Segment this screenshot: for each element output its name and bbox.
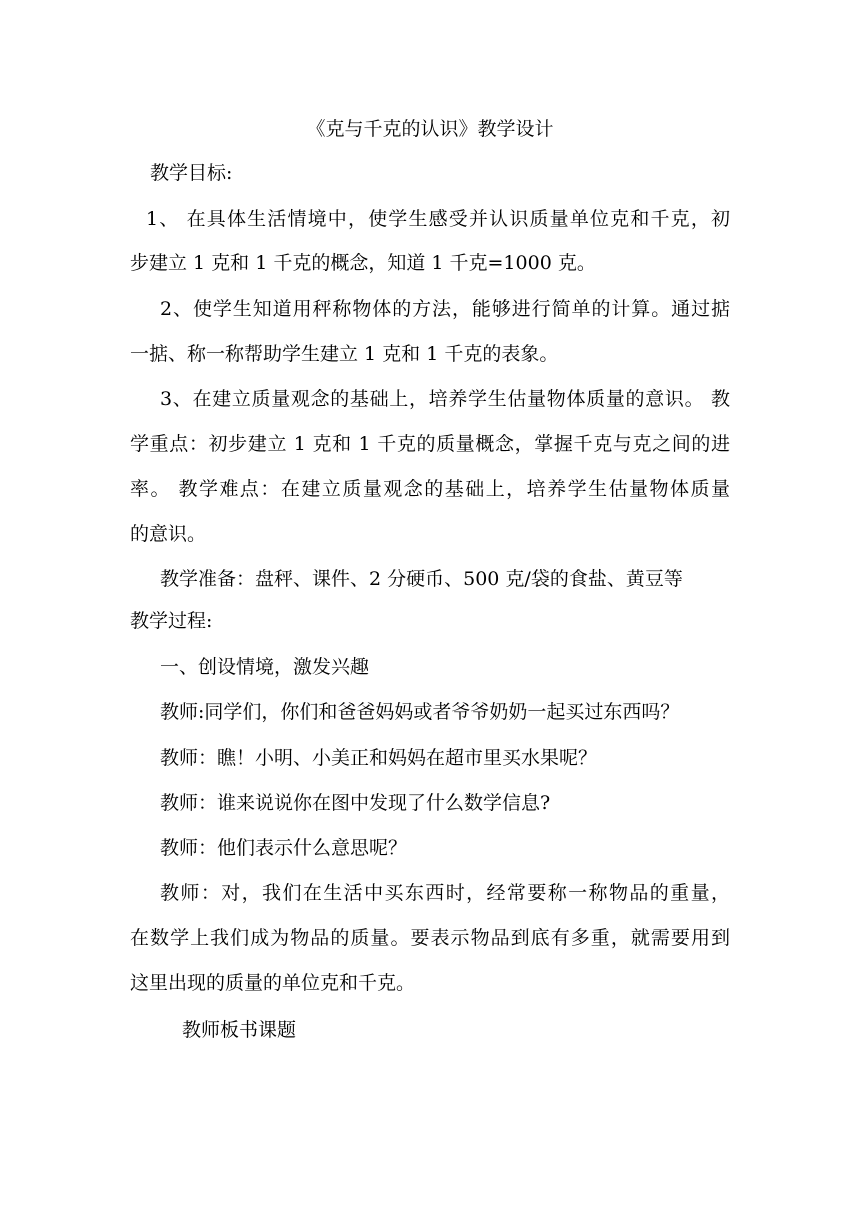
paragraph-line: 学重点：初步建立 1 克和 1 千克的质量概念，掌握千克与克之间的进	[130, 433, 730, 455]
section-heading-objectives: 教学目标:	[150, 162, 233, 184]
paragraph-line: 教师：瞧！小明、小美正和妈妈在超市里买水果呢？	[160, 747, 598, 769]
paragraph-line: 教师：谁来说说你在图中发现了什么数学信息?	[160, 792, 551, 814]
paragraph-line: 这里出现的质量的单位克和千克。	[130, 972, 416, 994]
section-heading-step-one: 一、创设情境，激发兴趣	[160, 656, 370, 678]
paragraph-line: 教师：他们表示什么意思呢？	[160, 837, 408, 859]
paragraph-line: 的意识。	[130, 523, 207, 545]
paragraph-line: 教师板书课题	[182, 1019, 297, 1041]
paragraph-line: 在数学上我们成为物品的质量。要表示物品到底有多重，就需要用到	[130, 927, 730, 949]
paragraph-line: 3、在建立质量观念的基础上，培养学生估量物体质量的意识。 教	[160, 388, 730, 410]
paragraph-line: 率。 教学难点：在建立质量观念的基础上，培养学生估量物体质量	[130, 478, 730, 500]
section-heading-process: 教学过程:	[130, 610, 213, 632]
paragraph-line: 教师:同学们，你们和爸爸妈妈或者爷爷奶奶一起买过东西吗？	[160, 701, 680, 723]
paragraph-line: 教学准备：盘秤、课件、2 分硬币、500 克/袋的食盐、黄豆等	[160, 568, 683, 590]
paragraph-line: 1、 在具体生活情境中，使学生感受并认识质量单位克和千克，初	[146, 208, 730, 230]
document-title: 《克与千克的认识》教学设计	[306, 118, 554, 140]
paragraph-line: 教师：对，我们在生活中买东西时，经常要称一称物品的重量，	[160, 882, 730, 904]
paragraph-line: 一掂、称一称帮助学生建立 1 克和 1 千克的表象。	[130, 343, 559, 365]
paragraph-line: 步建立 1 克和 1 千克的概念，知道 1 千克=1000 克。	[130, 252, 596, 274]
paragraph-line: 2、使学生知道用秤称物体的方法，能够进行简单的计算。通过掂	[160, 298, 730, 320]
